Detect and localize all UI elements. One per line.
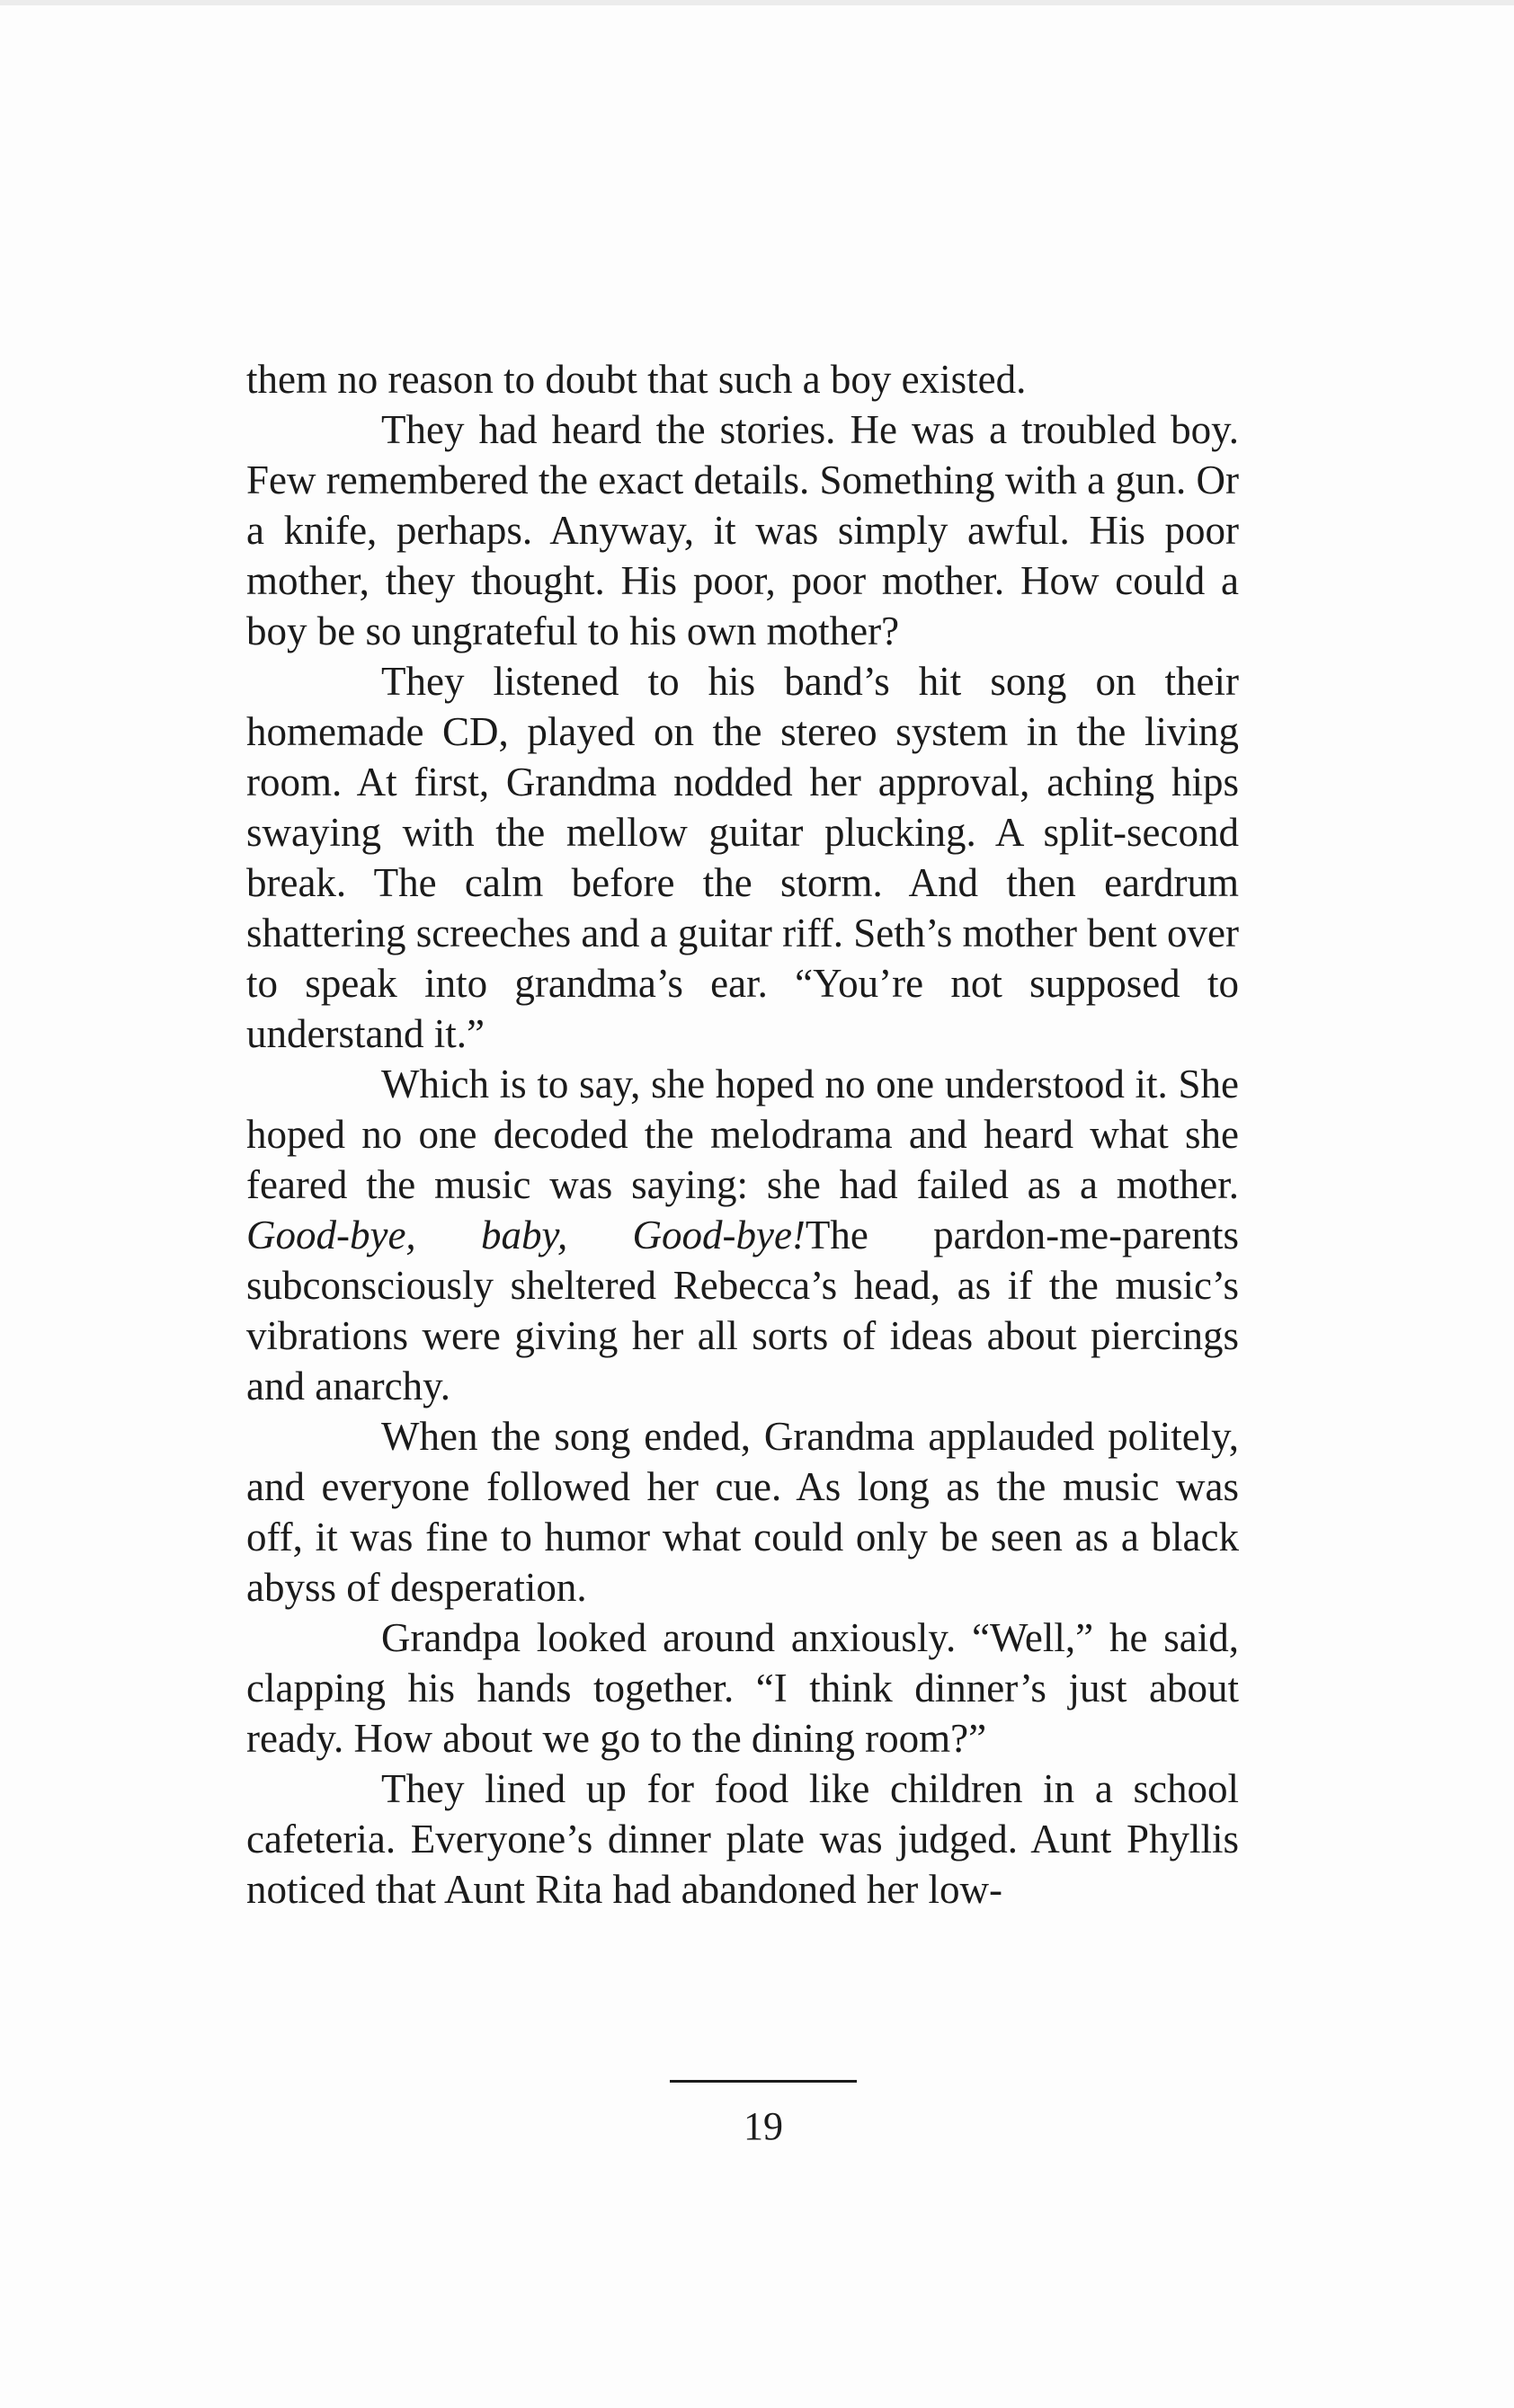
paragraph-continuation: them no reason to doubt that such a boy existed. xyxy=(246,357,1027,402)
paragraph-band-song: They listened to his band’s hit song on their homemade CD, played on the stereo system in the living room. At first, Grandma nodded her approval, aching hips swaying with the mellow guitar plucking. A split-second break. The calm before the storm. And then eardrum shattering screeches and a guitar riff. Seth’s mother bent over to speak into grandma’s ear. “You’re not supposed to understand it.” xyxy=(246,659,1239,1056)
paragraph-grandpa: Grandpa looked around anxiously. “Well,” he said, clapping his hands together. “I think dinner’s just about ready. How about we go to the dining room?” xyxy=(246,1615,1239,1761)
paragraph-stories: They had heard the stories. He was a troubled boy. Few remembered the exact details. Something with a gun. Or a knife, perhaps. Anyway, it was simply awful. His poor mother, they thought. His poor, poor mother. How could a boy be so ungrateful to his own mother? xyxy=(246,407,1239,653)
body-text xyxy=(246,354,1239,1915)
paragraph-song-ended: When the song ended, Grandma applauded politely, and everyone followed her cue. As long as the music was off, it was fine to humor what could only be seen as a black abyss of desperation. xyxy=(246,1414,1239,1610)
page-number: 19 xyxy=(744,2104,783,2148)
paragraph-dinner-line: They lined up for food like children in a school cafeteria. Everyone’s dinner plate was judged. Aunt Phyllis noticed that Aunt Rita had abandoned her low- xyxy=(246,1766,1239,1912)
paragraph-understood xyxy=(246,1059,1239,1411)
footer-rule xyxy=(670,2080,857,2083)
paragraph-understood-start: Which is to say, she hoped no one understood it. She hoped no one decoded the melodrama and heard what she feared the music was saying: she had failed as a mother. xyxy=(246,1062,1239,1207)
song-lyric-italic: Good-bye, baby, Good-bye! xyxy=(246,1213,806,1257)
scan-edge xyxy=(0,0,1514,5)
paragraph-understood-end: The pardon-me-parents subconsciously sheltered Rebecca’s head, as if the music’s vibrations were giving her all sorts of ideas about piercings and anarchy. xyxy=(246,1213,1239,1408)
